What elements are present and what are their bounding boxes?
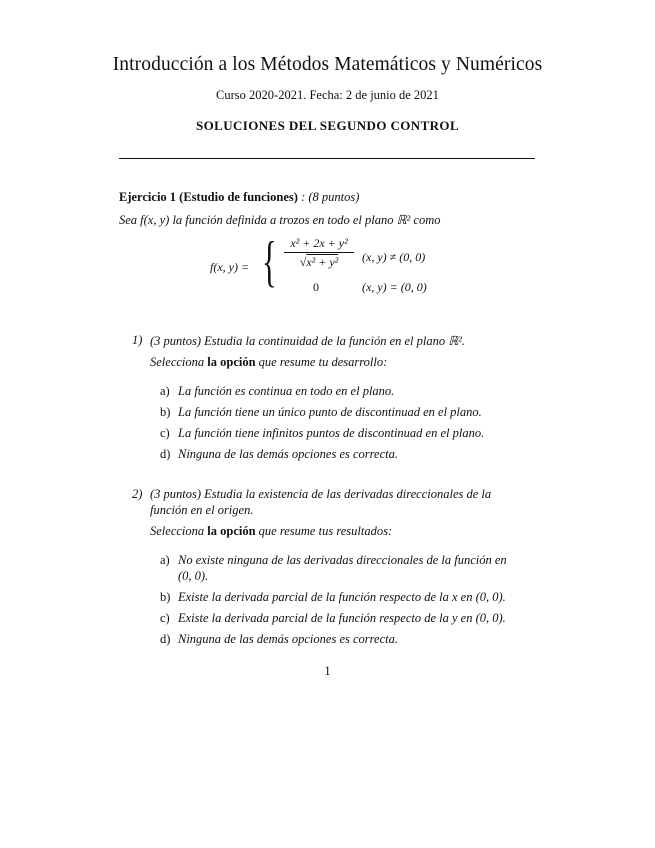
q2-option-d-label: d) [160,632,171,646]
q1-option-a-text: La función es continua en todo en el plano. [178,384,395,398]
q1-select [150,355,387,370]
formula-brace: { [262,231,277,293]
q2-option-a-text: No existe ninguna de las derivadas direccionales de la función en [178,553,507,567]
formula-value-2: 0 [313,280,319,294]
formula-lhs: f(x, y) = [210,260,250,274]
formula-condition-1: (x, y) ≠ (0, 0) [362,250,426,264]
exercise-intro: Sea f(x, y) la función definida a trozos en todo el plano ℝ² como [119,213,441,227]
q2-option-c-text: Existe la derivada parcial de la función respecto de la y en (0, 0). [178,611,506,625]
document-heading: SOLUCIONES DEL SEGUNDO CONTROL [195,118,460,133]
q2-option-d-text: Ninguna de las demás opciones es correcta. [178,632,398,646]
formula-denominator: x² + y² [306,255,339,269]
q2-text-line2: función en el origen. [150,503,254,517]
q2-select-pre: Selecciona [150,524,208,538]
q2-text-line1: (3 puntos) Estudia la existencia de las derivadas direccionales de la [150,487,492,501]
q1-option-b-text: La función tiene un único punto de discontinuad en el plano. [178,405,482,419]
q1-option-d-label: d) [160,447,171,461]
formula-condition-2: (x, y) = (0, 0) [362,280,427,294]
formula-fraction [284,236,354,269]
q1-option-a-label: a) [160,384,170,398]
fraction-bar [284,252,354,253]
page-number: 1 [324,664,331,678]
q2-option-b-text: Existe la derivada parcial de la función respecto de la x en (0, 0). [178,590,506,604]
piecewise-formula [210,231,450,298]
q1-select-pre: Selecciona [150,355,208,369]
document-title: Introducción a los Métodos Matemáticos y Numéricos [112,54,543,75]
q1-option-c-label: c) [160,426,170,440]
horizontal-rule [119,158,535,159]
q2-number: 2) [132,487,143,501]
q1-select-bold: la opción [207,355,256,369]
q1-option-d-text: Ninguna de las demás opciones es correcta. [178,447,398,461]
exercise-points: : (8 puntos) [301,190,360,204]
formula-numerator: x² + 2x + y² [290,236,348,250]
formula-denominator-wrap [284,255,354,269]
exercise-heading [119,190,359,205]
q1-option-c-text: La función tiene infinitos puntos de discontinuad en el plano. [178,426,485,440]
q1-option-b-label: b) [160,405,171,419]
q1-text: (3 puntos) Estudia la continuidad de la función en el plano ℝ². [150,334,466,348]
q2-select-bold: la opción [207,524,256,538]
q2-select [150,524,392,539]
q2-select-post: que resume tus resultados: [255,524,393,538]
q2-option-b-label: b) [160,590,171,604]
document-subtitle: Curso 2020-2021. Fecha: 2 de junio de 2021 [216,88,439,102]
q2-option-a-text-line2: (0, 0). [178,569,209,583]
radical-sign: √ [299,255,307,269]
q2-option-a-label: a) [160,553,170,567]
exercise-title: Ejercicio 1 (Estudio de funciones) [119,190,298,204]
q1-number: 1) [132,333,143,347]
q1-select-post: que resume tu desarrollo: [255,355,388,369]
q2-option-c-label: c) [160,611,170,625]
